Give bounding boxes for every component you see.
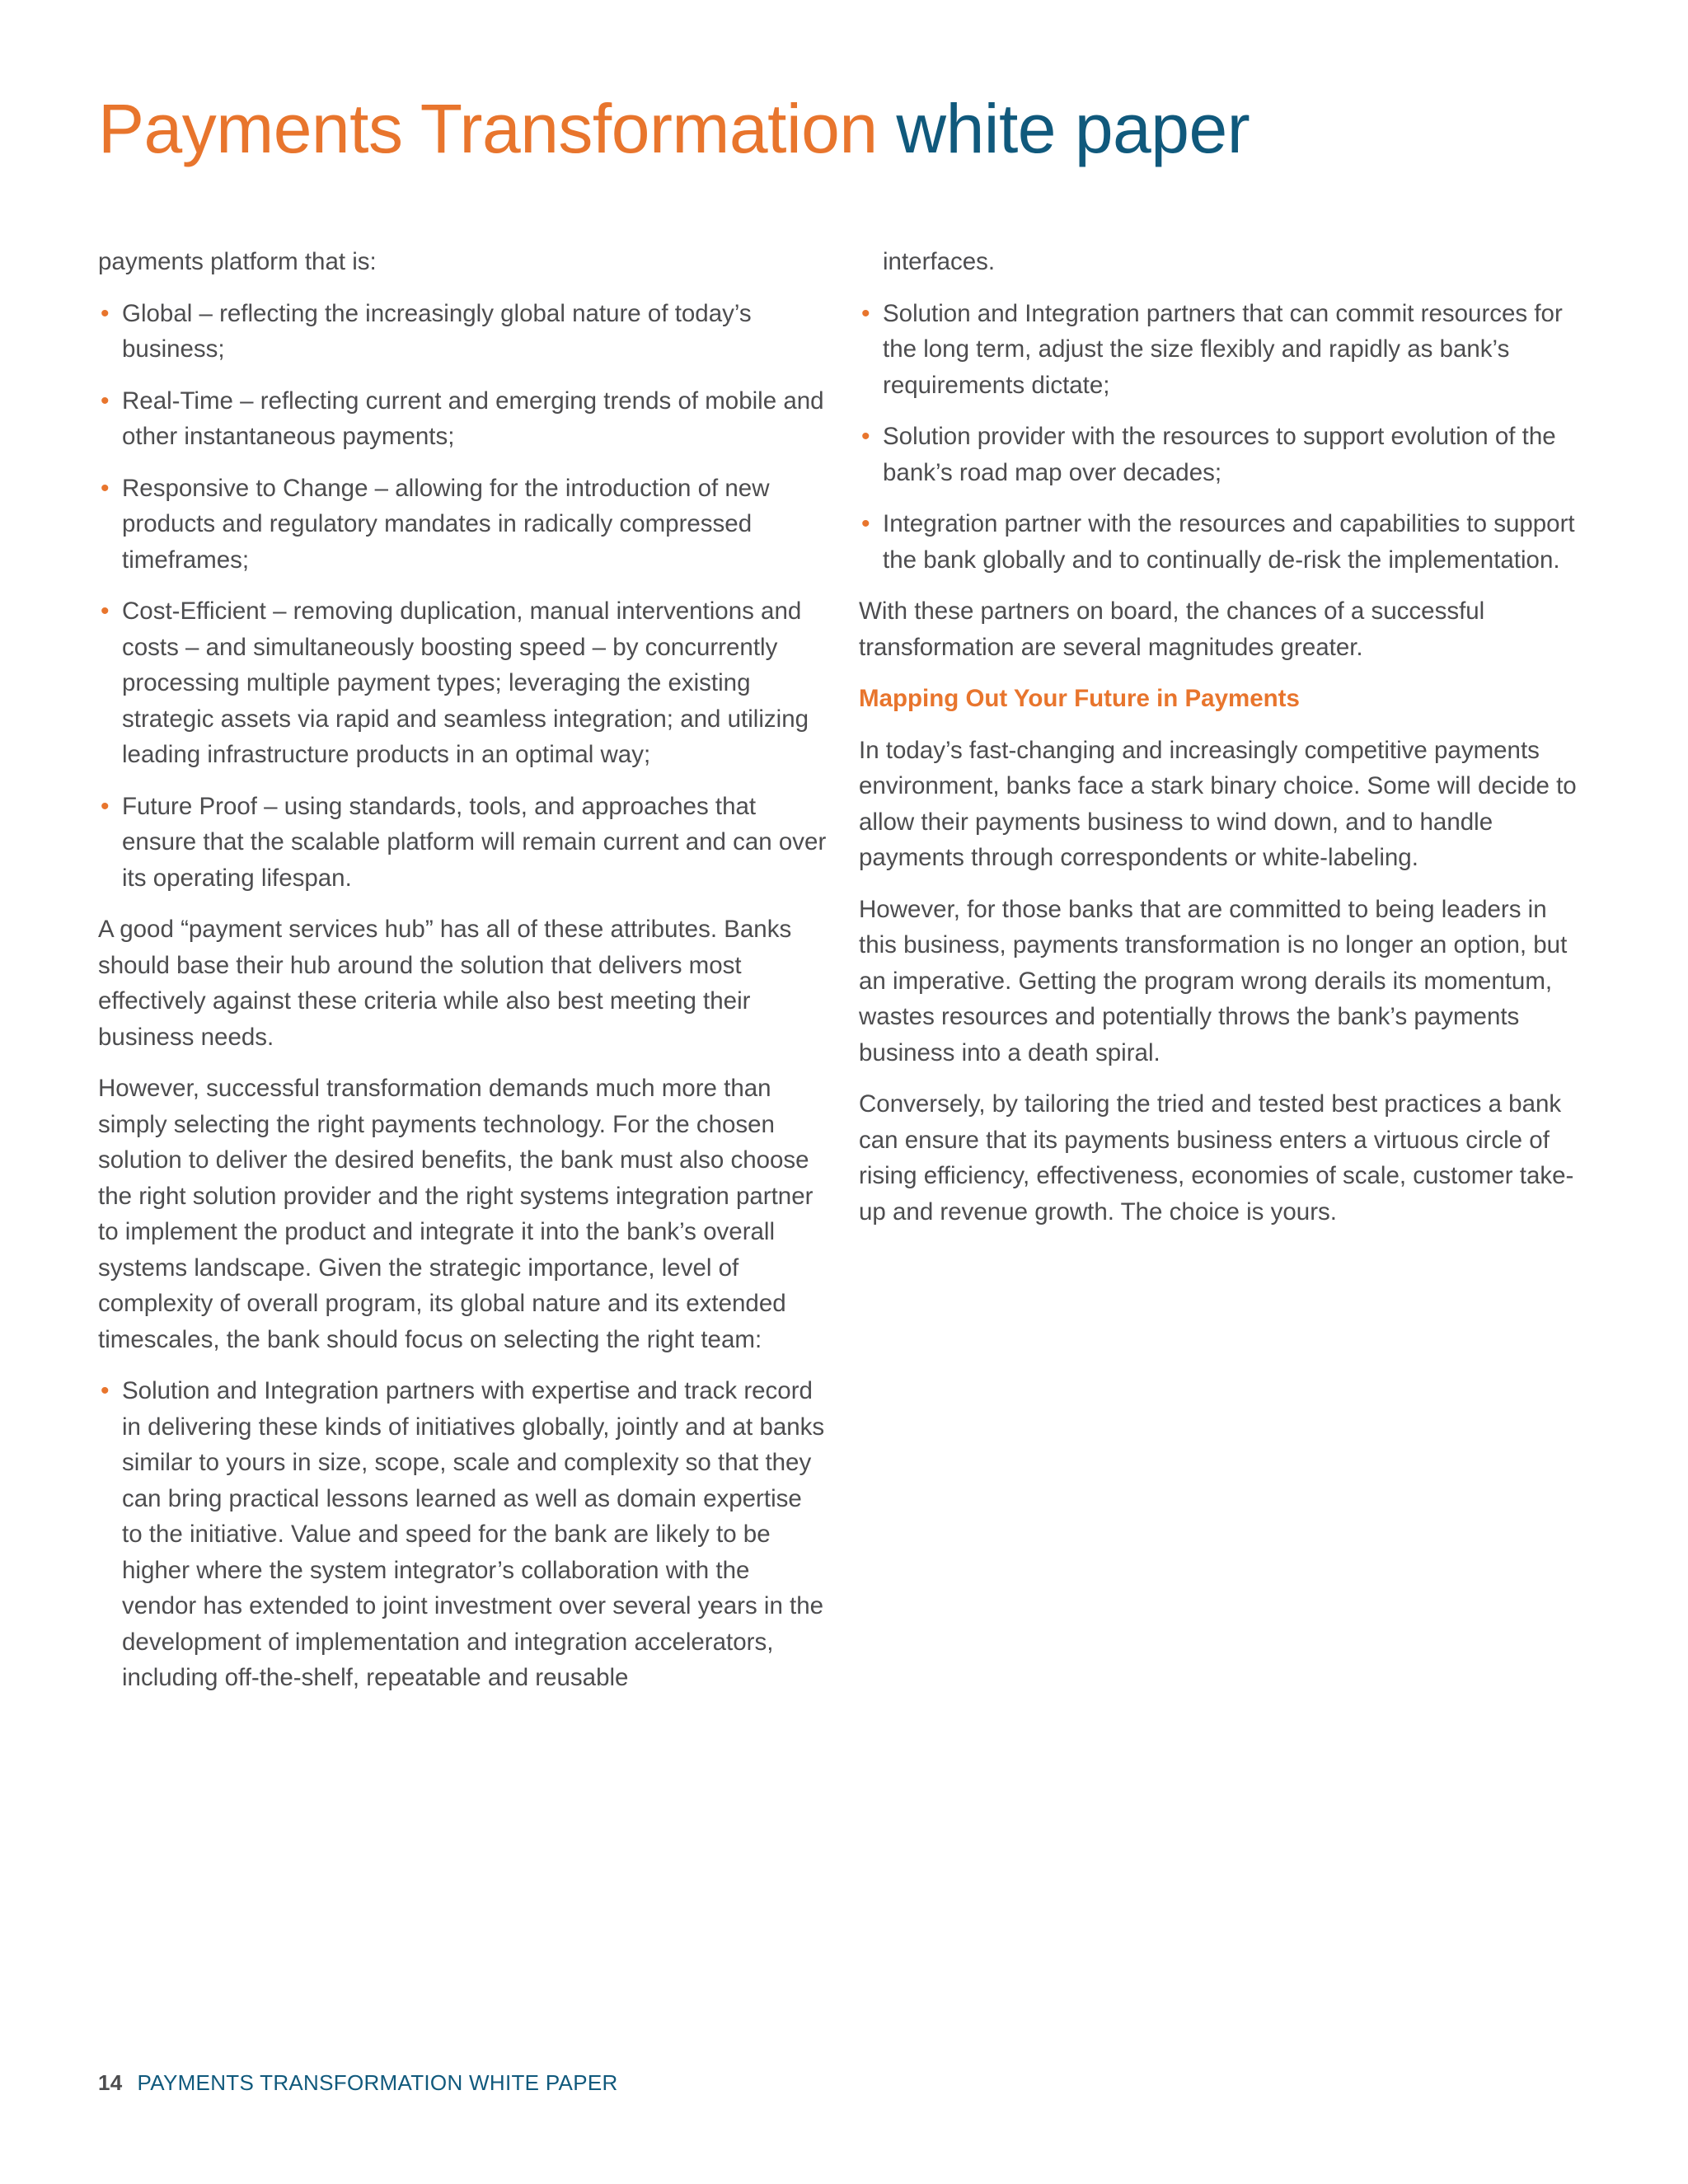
list-item-text: Global – reflecting the increasingly global nature of today’s business; (122, 299, 752, 363)
list-item (98, 1373, 828, 1696)
list-item (859, 419, 1588, 490)
partners-list (859, 296, 1588, 579)
list-item (859, 296, 1588, 404)
list-item-text: Solution provider with the resources to support evolution of the bank’s road map over decades; (883, 423, 1556, 486)
list-item-text: Solution and Integration partners that can commit resources for the long term, adjust the size flexibly and rapidly as bank’s requirements dictate; (883, 299, 1563, 399)
body-paragraph: However, successful transformation demands much more than simply selecting the right payments technology. For the chosen solution to deliver the desired benefits, the bank must also choose the right solution provider and the right systems integration partner to implement the product and integrate it into the bank’s overall systems landscape. Given the strategic importance, level of complexity of overall program, its global nature and its extended timescales, the bank should focus on selecting the right team: (98, 1075, 814, 1353)
attributes-list (98, 296, 828, 897)
body-paragraph: However, for those banks that are committed to being leaders in this business, payments transformation is no longer an option, but an imperative. Getting the program wrong derails its momentum, wastes resources and potentially throws the bank’s payments business into a death spiral. (859, 895, 1568, 1066)
list-item-text: Integration partner with the resources and capabilities to support the bank globally and to continually de-risk the implementation. (883, 510, 1575, 574)
list-item (98, 593, 828, 773)
list-item (98, 383, 828, 455)
list-item-text: Future Proof – using standards, tools, and approaches that ensure that the scalable platform will remain current and can over its operating lifespan. (122, 792, 827, 892)
bullet-icon: • (861, 423, 870, 450)
title-secondary: white paper (896, 90, 1250, 167)
bullet-icon: • (861, 299, 870, 327)
title-primary: Payments Transformation (98, 90, 878, 167)
list-item-text: Cost-Efficient – removing duplication, manual interventions and costs – and simultaneously boosting speed – by concurrently processing multiple payment types; leveraging the existing strategic assets via rapid and seamless integration; and utilizing leading infrastructure products in an optimal way; (122, 598, 809, 768)
bullet-icon: • (101, 299, 110, 327)
page-number: 14 (98, 2070, 123, 2095)
bullet-icon: • (101, 1377, 110, 1404)
body-paragraph: A good “payment services hub” has all of these attributes. Banks should base their hub around the solution that delivers most effectively against these criteria while also best meeting their business needs. (98, 916, 792, 1051)
footer-label: PAYMENTS TRANSFORMATION WHITE PAPER (137, 2070, 618, 2095)
left-intro: payments platform that is: (98, 248, 377, 275)
continuation-text: interfaces. (883, 248, 996, 275)
body-paragraph: In today’s fast-changing and increasingly competitive payments environment, banks face a stark binary choice. Some will decide to allow their payments business to wind down, and to handle payments through correspondents or white-labeling. (859, 736, 1577, 871)
bullet-icon: • (101, 387, 110, 415)
left-column (98, 244, 828, 1712)
section-heading: Mapping Out Your Future in Payments (859, 685, 1300, 712)
list-item (98, 789, 828, 897)
list-item-text: Real-Time – reflecting current and emerging trends of mobile and other instantaneous payments; (122, 387, 824, 450)
list-item-text: Solution and Integration partners with expertise and track record in delivering these kinds of initiatives globally, jointly and at banks similar to yours in size, scope, scale and complexity so that they can bring practical lessons learned as well as domain expertise to the initiative. Value and speed for the bank are likely to be higher where the system integrator’s collaboration with the vendor has extended to joint investment over several years in the development of implementation and integration accelerators, including off-the-shelf, repeatable and reusable (122, 1377, 825, 1691)
body-paragraph: With these partners on board, the chances of a successful transformation are several magnitudes greater. (859, 598, 1485, 661)
page-footer (98, 2070, 618, 2096)
team-list (98, 1373, 828, 1696)
list-item (859, 506, 1588, 578)
bullet-icon: • (861, 510, 870, 537)
bullet-icon: • (101, 598, 110, 625)
right-column (859, 244, 1588, 1245)
body-paragraph: Conversely, by tailoring the tried and tested best practices a bank can ensure that its payments business enters a virtuous circle of rising efficiency, effectiveness, economies of scale, customer take-up and revenue growth. The choice is yours. (859, 1090, 1574, 1226)
list-item (98, 471, 828, 579)
bullet-icon: • (101, 792, 110, 820)
bullet-icon: • (101, 474, 110, 502)
list-item-text: Responsive to Change – allowing for the introduction of new products and regulatory mandates in radically compressed timeframes; (122, 474, 770, 574)
list-item (98, 296, 828, 368)
page-title (98, 89, 1250, 169)
